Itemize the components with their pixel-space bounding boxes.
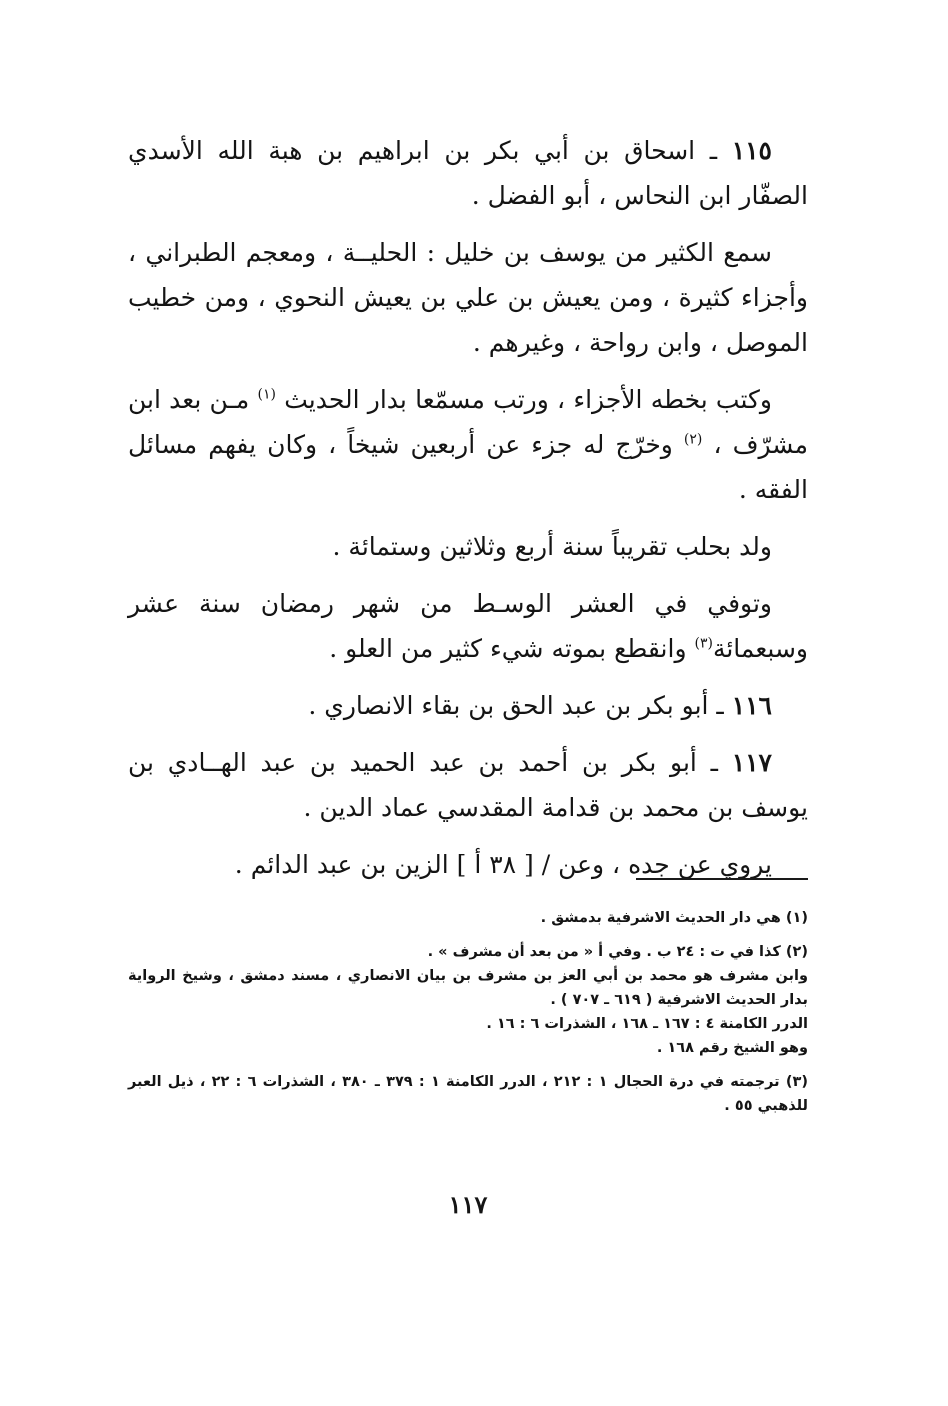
book-page bbox=[128, 128, 808, 1248]
footnote-3: (٣) ترجمته في درة الحجال ١ : ٢١٢ ، الدرر الكامنة ١ : ٣٧٩ ـ ٣٨٠ ، الشذرات ٦ : ٢٢ ، ذيل العبر للذهبي ٥٥ . bbox=[128, 1074, 808, 1114]
paragraph-text: مـن بعد ابن مشرّف ، bbox=[128, 385, 808, 459]
entry-115-paragraph-3: ولد بحلب تقريباً سنة أربع وثلاثين وستمائة . bbox=[332, 532, 772, 561]
entry-number: ١١٦ bbox=[731, 691, 772, 720]
footnote-ref-3[interactable]: (٣) bbox=[694, 635, 713, 652]
entry-115-paragraph-2 bbox=[128, 377, 808, 512]
entry-title: ـ اسحاق بن أبي بكر بن ابراهيم بن هبة الله الأسدي الصفّار ابن النحاس ، أبو الفضل . bbox=[128, 136, 808, 210]
paragraph-text: وتوفي في العشر الوسـط من شهر رمضان سنة عشر وسبعمائة bbox=[128, 589, 808, 663]
footnote-2-line: وهو الشيخ رقم ١٦٨ . bbox=[656, 1040, 808, 1056]
footnote-2-line: وابن مشرف هو محمد بن أبي العز بن مشرف بن بيان الانصاري ، مسند دمشق ، وشيخ الرواية بدار الحديث الاشرفية ( ٦١٩ ـ ٧٠٧ ) . bbox=[128, 968, 808, 1008]
entry-title: ـ أبو بكر بن عبد الحق بن بقاء الانصاري . bbox=[308, 691, 732, 720]
entry-117-heading bbox=[128, 740, 808, 830]
footnote-ref-2[interactable]: (٢) bbox=[683, 431, 703, 448]
paragraph-text: وكتب بخطه الأجزاء ، ورتب مسمّعا بدار الحديث bbox=[275, 385, 772, 414]
footnote-2-line: الدرر الكامنة ٤ : ١٦٧ ـ ١٦٨ ، الشذرات ٦ : ١٦ . bbox=[486, 1016, 808, 1032]
footnote-divider bbox=[636, 878, 808, 880]
entry-title: ـ أبو بكر بن أحمد بن عبد الحميد بن عبد الهــادي بن يوسف بن محمد بن قدامة المقدسي عماد الدين . bbox=[128, 748, 808, 822]
entry-116-heading bbox=[128, 683, 808, 728]
entry-number: ١١٥ bbox=[731, 136, 772, 165]
paragraph-text: وخرّج له جزء عن أربعين شيخاً ، وكان يفهم مسائل الفقه . bbox=[128, 430, 808, 504]
entry-115-heading bbox=[128, 128, 808, 218]
footnotes bbox=[128, 906, 808, 1128]
footnote-2-line: (٢) كذا في ت : ٢٤ ب . وفي أ « من بعد أن مشرف » . bbox=[427, 944, 808, 960]
entry-115-paragraph-1: سمع الكثير من يوسف بن خليل : الحليــة ، ومعجم الطبراني ، وأجزاء كثيرة ، ومن يعيش بن علي بن يعيش النحوي ، ومن خطيب الموصل ، وابن رواحة ، وغيرهم . bbox=[128, 238, 808, 357]
page-number: ١١٧ bbox=[448, 1190, 488, 1219]
footnote-ref-1[interactable]: (١) bbox=[257, 386, 276, 403]
footnote-2 bbox=[128, 940, 808, 1060]
main-text bbox=[128, 128, 808, 887]
footnote-1: (١) هي دار الحديث الاشرفية بدمشق . bbox=[540, 910, 808, 926]
entry-117-paragraph-1: يروي عن جده ، وعن / [ ٣٨ أ ] الزين بن عبد الدائم . bbox=[234, 850, 772, 879]
entry-115-paragraph-4 bbox=[128, 581, 808, 671]
entry-number: ١١٧ bbox=[731, 748, 772, 777]
paragraph-text: وانقطع بموته شيء كثير من العلو . bbox=[329, 634, 695, 663]
